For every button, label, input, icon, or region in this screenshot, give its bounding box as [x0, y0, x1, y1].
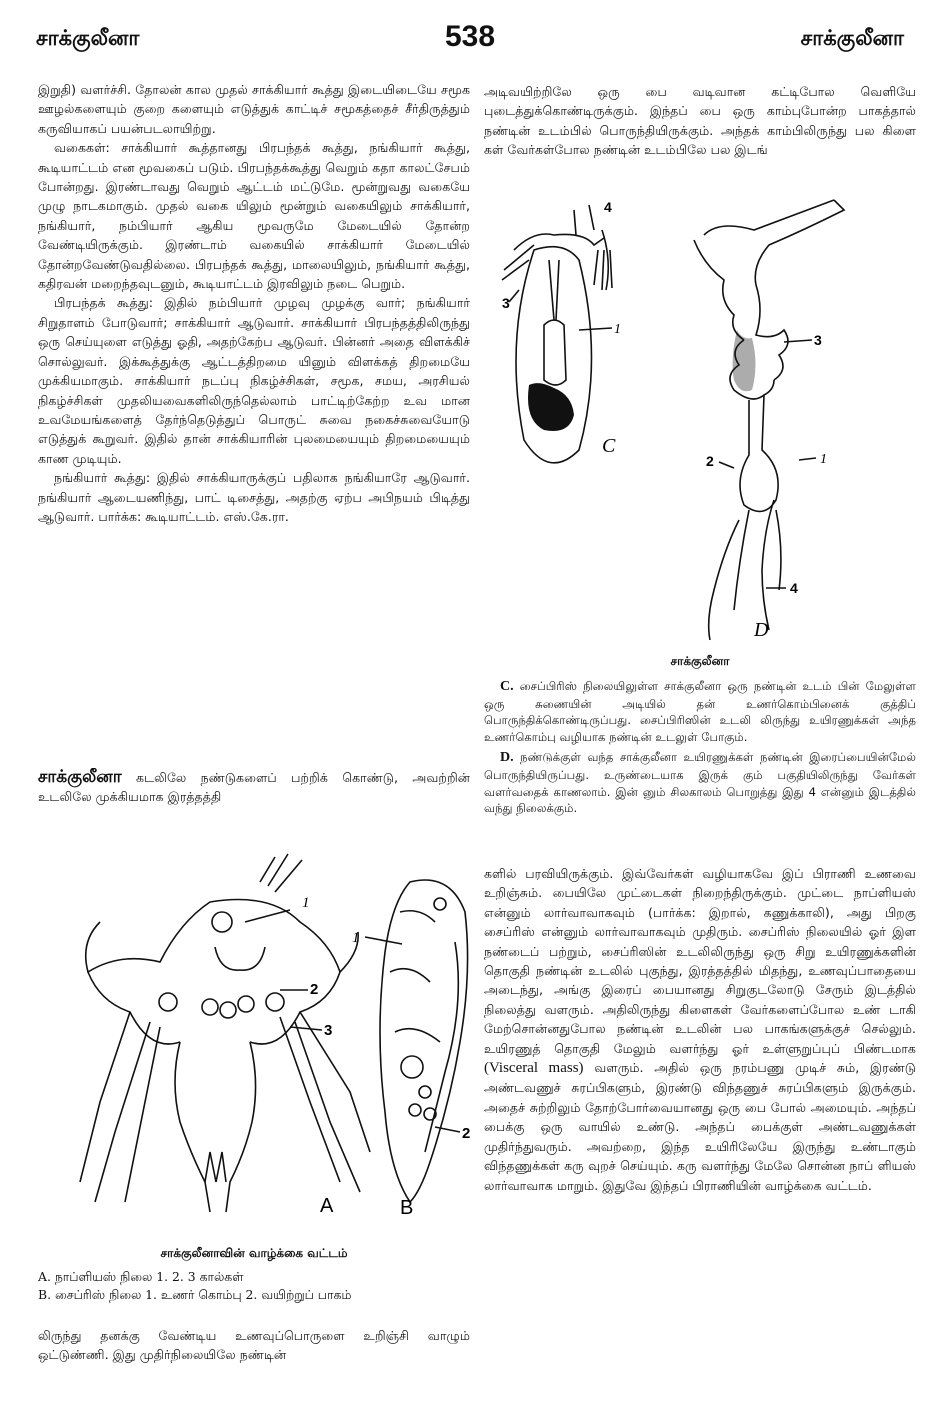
paragraph-prabandha: பிரபந்தக் கூத்து: இதில் நம்பியார் முழவு முழக்கு வார்; நங்கியார் சிறுதாளம் போடுவார்; சாக்கியார் ஆடுவார். சாக்கியார் பிரபந்தத்திலிருந்து ஒரு செய்யுளை எடுத்து ஓதி, அதற்கேற்ப ஆடுவர். பின்னர் அதை விளக்கிச் சொல்லுவர். இக்கூத்துக்கு ஆட்டத்திறமை யினும் விளக்கத் திறமையே முக்கியமாகும். சாக்கியார் நடப்பு நிகழ்ச்சிகள், சமூக, சமய, அரசியல் நிகழ்ச்சிகள் முதலியவைகளிலிருந்தெல்லாம் பாட்டிற்கேற்ற உவ மான உவமேயங்களைத் தேர்ந்தெடுத்துப் பொருட் சுவை நகைச்சுவையோடு எடுத்துக் கூறுவர். இதில் தான் சாக்கியாரின் புலமையையும் திறமையையும் காண முடியும்.	[38, 295, 470, 466]
paragraph-nangiyar: நங்கியார் கூத்து: இதில் சாக்கியாருக்குப் பதிலாக நங்கியாரே ஆடுவார். நங்கியார் ஆடையணிந்து, பாட் டிசைத்து, அதற்கு ஏற்ப அபிநயம் பிடித்து ஆடுவார். பார்க்க: கூடியாட்டம். எஸ்.கே.ரா.	[38, 470, 470, 524]
label-d4: 4	[790, 580, 798, 596]
label-c3: 3	[502, 295, 510, 311]
crab-parasite-illustration	[494, 190, 874, 644]
caption-text-d: நண்டுக்குள் வந்த சாக்குலீனா உயிரணுக்கள் நண்டின் இரைப்பையின்மேல் பொருந்தியிருப்பது. உருண்டையாக இருக் கும் பகுதியிலிருந்து வேர்கள் வளர்வதைக் காணலாம். இன் னும் சிலகாலம் பொறுத்து இது 4 என்னும் இடத்தில் வந்து நிலைக்கும்.	[484, 750, 916, 816]
figure-life-cycle	[40, 852, 480, 1234]
entry-headword: சாக்குலீனா	[38, 768, 122, 787]
paragraph-types: வகைகள்: சாக்கியார் கூத்தானது பிரபந்தக் கூத்து, நங்கியார் கூத்து, கூடியாட்டம் என மூவகைப் படும். பிரபந்தக்கூத்து வெறும் கதா காலட்சேபம் போன்றது. இரண்டாவது வெறும் ஆட்டம் மட்டுமே. மூன்றுவது வகையே முழு நாடகமாகும். முதல் வகை யிலும் மூன்றும் வகையிலும் சாக்கியார், நங்கியார், நம்பியார் ஆகிய மூவருமே மேடையில் தோன்ற வேண்டியிருக்கும். இரண்டாம் வகையில் சாக்கியார் மேடையில் தோன்றவேண்டுவதில்லை. பிரபந்தக் கூத்து, மாலையிலும், நங்கியார் கூத்து, கதிரவன் மறைந்தவுடனும், கூடியாட்டம் இரவிலும் நடை பெறும்.	[38, 140, 470, 292]
left-column-text	[38, 80, 470, 776]
label-d3: 3	[814, 332, 822, 348]
label-c4: 4	[604, 199, 612, 215]
sacculina-entry-start	[38, 768, 470, 824]
label-c1: 1	[614, 322, 621, 337]
entry-opening-text: கடலிலே நண்டுகளைப் பற்றிக் கொண்டு, அவற்றின் உடலிலே முக்கியமாக இரத்தத்தி	[38, 770, 470, 805]
label-d1: 1	[820, 452, 827, 467]
caption-line-a: A. நாப்ளியஸ் நிலை 1. 2. 3 கால்கள்	[38, 1269, 244, 1284]
caption-letter-c: C.	[500, 679, 514, 694]
caption-text-c: சைப்பிரிஸ் நிலையிலுள்ள சாக்குலீனா ஒரு நண்டின் உடம் பின் மேலுள்ள ஒரு சுணையின் அடியில் தன் உணர்கொம்பினைக் குத்திப் பொருந்திக்கொண்டிருப்பது. சைப்பிரிஸின் உடலி லிருந்து உயிரணுக்கள் அந்த உணர்கொம்பு வழியாக நண்டின் உடலுள் போகும்.	[484, 679, 916, 744]
caption-letter-d: D.	[500, 750, 514, 766]
body-text-part-1: களில் பரவியிருக்கும். இவ்வேர்கள் வழியாகவே இப் பிராணி உணவை உறிஞ்சும். பையிலே முட்டைகள் நிறைந்திருக்கும். முட்டை நாப்ளியஸ் என்னும் லார்வாவாகவும் (பார்க்க: இறால், கணுக்காலி), அது பிறகு சைப்ரிஸ் என்னும் லார்வாவாகவும் முதிரும். சைப்ரிஸ் நிலையில் ஓர் இள நண்டைப் பற்றும், சைப்ரிஸின் உடலிலிருந்து ஒரு சிறு உயிரணுக்களின் தொகுதி நண்டின் உடலில் புகுந்து, இரத்தத்தில் மிதந்து, உணவுப்பாதையை அடைந்து, அங்கு இரைப் பையானது சிறுகுடலோடு சேரும் இடத்தில் நிலைத்து வளரும். அதிலிருந்து கிளைகள் வேர்களைப்போல உண் டாகி மேற்சொன்னதுபோல நண்டின் உடலின் பல பாகங்களுக்குச் செல்லும். உயிரணுத் தொகுதி மேலும் வளர்ந்து ஓர் உள்ளுறுப்புப் பிண்டமாக	[484, 866, 916, 1056]
label-b1: 1	[352, 930, 360, 946]
visceral-mass-term: (Visceral mass)	[484, 1060, 584, 1077]
right-body-text	[484, 864, 916, 1380]
label-b2: 2	[462, 1125, 471, 1142]
label-a3: 3	[324, 1022, 333, 1039]
paragraph-opening-right: அடிவயிற்றிலே ஒரு பை வடிவான கட்டிபோல வெளியே புடைத்துக்கொண்டிருக்கும். இந்தப் பை ஒரு காம்புபோன்ற பாகத்தால் நண்டின் உடம்பில் பொருந்தியிருக்கும். அந்தக் காம்பிலிருந்து பல கிளை கள் வேர்கள்போல நண்டின் உடம்பிலே பல இடங்	[484, 84, 916, 158]
caption-paragraph-c	[484, 678, 916, 745]
paragraph-intro-end: இறுதி) வளர்ச்சி. தோலன் கால முதல் சாக்கியார் கூத்து இடையிடையே சமூக ஊழல்களையும் குறை களையும் எடுத்துக் காட்டிச் சமூகத்தைச் சீர்திருத்தும் கருவியாகப் பயன்படலாயிற்று.	[38, 82, 470, 136]
paragraph-closing-left: லிருந்து தனக்கு வேண்டிய உணவுப்பொருளை உறிஞ்சி வாழும் ஒட்டுண்ணி. இது முதிர்நிலையிலே நண்டின்	[38, 1328, 470, 1363]
label-a1: 1	[302, 895, 310, 911]
left-closing-text	[38, 1326, 470, 1372]
caption-paragraph-d	[484, 749, 916, 816]
running-head-left: சாக்குலீனா	[36, 26, 140, 50]
left-figure-caption	[38, 1246, 470, 1318]
body-text-part-2: வளரும். அதில் ஒரு நரம்பணு முடிச் சும், இரண்டு அண்டவணுச் சுரப்பிகளும், இரண்டு விந்தணுச் சுரப்பிகளும் இருக்கும். அதைச் சுற்றிலும் தோற்போர்வையானது ஒரு பை போல் அமையும். அந்தப் பைக்கு ஒரு வாயில் உண்டு. அந்தப் பைக்குள் அண்டவணுக்கள் முதிர்ந்துவரும். அவற்றை, இந்த உயிரிலேயே இருந்து உண்டாகும் விந்தணுக்கள் கரு வுறச் செய்யும். கரு வளர்ந்து மேலே சொன்ன நாப் ளியஸ் லார்வாவாக மாறும். இதுவே இந்தப் பிராணியின் வாழ்க்கை வட்டம்.	[484, 1060, 916, 1193]
figure-crab-parasite	[494, 190, 874, 644]
label-d2: 2	[706, 453, 714, 469]
running-head-right: சாக்குலீனா	[800, 26, 904, 50]
caption-line-b: B. சைப்ரிஸ் நிலை 1. உணர் கொம்பு 2. வயிற்றுப் பாகம்	[38, 1287, 352, 1302]
right-opening-text	[484, 82, 916, 182]
page-header	[36, 20, 904, 64]
right-figure-caption	[484, 654, 916, 854]
plate-label-a: A	[320, 1195, 334, 1217]
caption-title-sacculina: சாக்குலீனா	[670, 654, 730, 668]
plate-label-d: D	[754, 619, 769, 641]
label-a2: 2	[310, 981, 319, 998]
life-cycle-illustration	[40, 852, 480, 1234]
paragraph-life-cycle-body	[484, 864, 916, 1195]
plate-label-b: B	[400, 1197, 414, 1219]
page-number: 538	[444, 20, 496, 53]
caption-title-life-cycle: சாக்குலீனாவின் வாழ்க்கை வட்டம்	[160, 1246, 348, 1260]
plate-label-c: C	[602, 435, 616, 457]
